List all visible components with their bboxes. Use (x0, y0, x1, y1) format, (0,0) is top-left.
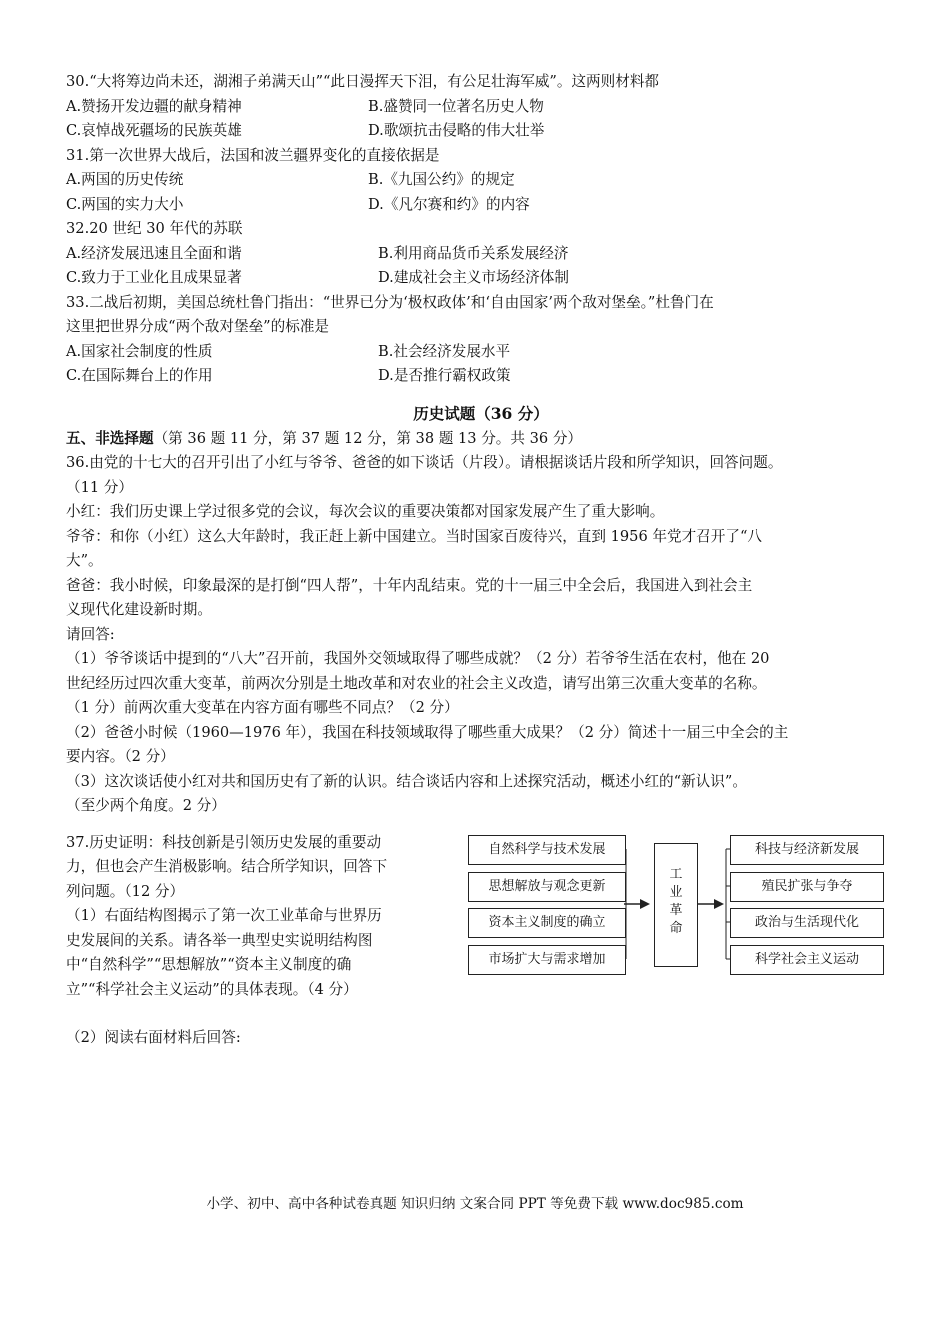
diagram-left-box-1: 自然科学与技术发展 (468, 835, 626, 865)
q36-line5: 大”。 (66, 552, 103, 569)
q37-line8: （2）阅读右面材料后回答: (66, 1029, 241, 1046)
q31-options-row1 (66, 168, 896, 193)
q31-options-row2 (66, 193, 896, 218)
q37-block (66, 831, 896, 1081)
q31-option-d: D.《凡尔赛和约》的内容 (368, 195, 530, 213)
section5-heading: 五、非选择题 (66, 429, 154, 447)
q31-stem: 31.第一次世界大战后，法国和波兰疆界变化的直接依据是 (66, 146, 440, 164)
q37-line6: 中“自然科学”“思想解放”“资本主义制度的确 (66, 956, 352, 973)
q36-line7: 义现代化建设新时期。 (66, 601, 212, 618)
diagram-left-box-4: 市场扩大与需求增加 (468, 945, 626, 975)
industrial-revolution-diagram (464, 835, 884, 981)
center-char-2: 业 (669, 884, 683, 900)
q37-line1: 37.历史证明：科技创新是引领历史发展的重要动 (66, 833, 382, 851)
q30-options-row1 (66, 95, 896, 120)
q30-option-c: C.哀悼战死疆场的民族英雄 (66, 122, 242, 139)
q36-line14: （3）这次谈话使小红对共和国历史有了新的认识。结合谈话内容和上述探究活动，概述小红的“新认识”。 (66, 772, 747, 790)
q30-options-row2 (66, 119, 896, 144)
center-char-3: 革 (669, 902, 683, 918)
q37-text (66, 831, 454, 1051)
q32-option-c: C.致力于工业化且成果显著 (66, 269, 242, 286)
q31-option-a: A.两国的历史传统 (66, 171, 184, 188)
q33-options-row1 (66, 340, 896, 365)
q31-option-c: C.两国的实力大小 (66, 195, 184, 213)
q36-line10: 世纪经历过四次重大变革，前两次分别是土地改革和对农业的社会主义改造，请写出第三次重大变革的名称。 (66, 674, 767, 692)
diagram-right-box-3: 政治与生活现代化 (730, 908, 884, 938)
q30-option-b: B.盛赞同一位著名历史人物 (368, 97, 544, 115)
q36-line1: 36.由党的十七大的召开引出了小红与爷爷、爸爸的如下谈话（片段）。请根据谈话片段和所学知识，回答问题。 (66, 454, 783, 471)
q32-option-b: B.利用商品货币关系发展经济 (378, 244, 569, 262)
q36-line3: 小红：我们历史课上学过很多党的会议，每次会议的重要决策都对国家发展产生了重大影响。 (66, 503, 665, 520)
q30-stem: 30.“大将筹边尚未还，湖湘子弟满天山”“此日漫挥天下泪，有公足壮海军威”。这两则材料都 (66, 73, 660, 90)
q36-line8: 请回答: (66, 625, 115, 643)
q32-options-row2 (66, 266, 896, 291)
q33-stem-line1: 33.二战后初期，美国总统杜鲁门指出：“世界已分为‘极权政体’和‘自由国家’两个敌对堡垒。”杜鲁门在 (66, 293, 714, 311)
footer-note: 小学、初中、高中各种试卷真题 知识归纳 文案合同 PPT 等免费下载 www.doc985.com (206, 1196, 744, 1212)
diagram-right-box-4: 科学社会主义运动 (730, 945, 884, 975)
diagram-right-box-1: 科技与经济新发展 (730, 835, 884, 865)
center-char-1: 工 (669, 866, 683, 882)
section5-instructions (66, 427, 896, 452)
diagram-right-box-2: 殖民扩张与争夺 (730, 872, 884, 902)
q32-option-d: D.建成社会主义市场经济体制 (378, 269, 569, 286)
q30-option-d: D.歌颂抗击侵略的伟大壮举 (368, 122, 545, 139)
q36-line2: （11 分） (66, 478, 133, 496)
center-char-4: 命 (669, 920, 683, 936)
diagram-left-box-3: 资本主义制度的确立 (468, 908, 626, 938)
q37-line7: 立”“科学社会主义运动”的具体表现。（4 分） (66, 980, 358, 998)
q32-option-a: A.经济发展迅速且全面和谐 (66, 244, 242, 262)
diagram-center-box (654, 843, 698, 967)
q33-option-d: D.是否推行霸权政策 (378, 367, 511, 384)
q37-line4: （1）右面结构图揭示了第一次工业革命与世界历 (66, 907, 382, 924)
section-title: 历史试题（36 分） (413, 403, 549, 423)
q36-line9: （1）爷爷谈话中提到的“八大”召开前，我国外交领域取得了哪些成就？（2 分）若爷爷生活在农村，他在 20 (66, 650, 770, 667)
q36-line15: （至少两个角度。2 分） (66, 797, 226, 814)
q30-option-a: A.赞扬开发边疆的献身精神 (66, 97, 242, 115)
q33-option-b: B.社会经济发展水平 (378, 342, 511, 360)
q32-stem: 32.20 世纪 30 年代的苏联 (66, 220, 243, 237)
q33-option-a: A.国家社会制度的性质 (66, 342, 213, 360)
q33-stem-line2: 这里把世界分成“两个敌对堡垒”的标准是 (66, 318, 330, 335)
q36-line6: 爸爸：我小时候，印象最深的是打倒“四人帮”，十年内乱结束。党的十一届三中全会后，我国进入到社会主 (66, 576, 753, 594)
exam-page (66, 70, 896, 1081)
q37-line2: 力，但也会产生消极影响。结合所学知识，回答下 (66, 858, 388, 875)
q32-options-row1 (66, 242, 896, 267)
section5-detail: （第 36 题 11 分，第 37 题 12 分，第 38 题 13 分。共 36 分） (153, 429, 583, 447)
q33-options-row2 (66, 364, 896, 389)
q37-line5: 史发展间的关系。请各举一典型史实说明结构图 (66, 931, 373, 949)
q37-line3: 列问题。（12 分） (66, 882, 185, 900)
q36-line12: （2）爸爸小时候（1960—1976 年），我国在科技领域取得了哪些重大成果？（2 分）简述十一届三中全会的主 (66, 723, 789, 741)
q36-line11: （1 分）前两次重大变革在内容方面有哪些不同点？（2 分） (66, 699, 459, 716)
q36-line4: 爷爷：和你（小红）这么大年龄时，我正赶上新中国建立。当时国家百废待兴，直到 1956 年党才召开了“八 (66, 527, 763, 545)
q31-option-b: B.《九国公约》的规定 (368, 171, 515, 188)
q36-line13: 要内容。（2 分） (66, 748, 175, 765)
diagram-left-box-2: 思想解放与观念更新 (468, 872, 626, 902)
q33-option-c: C.在国际舞台上的作用 (66, 367, 213, 384)
